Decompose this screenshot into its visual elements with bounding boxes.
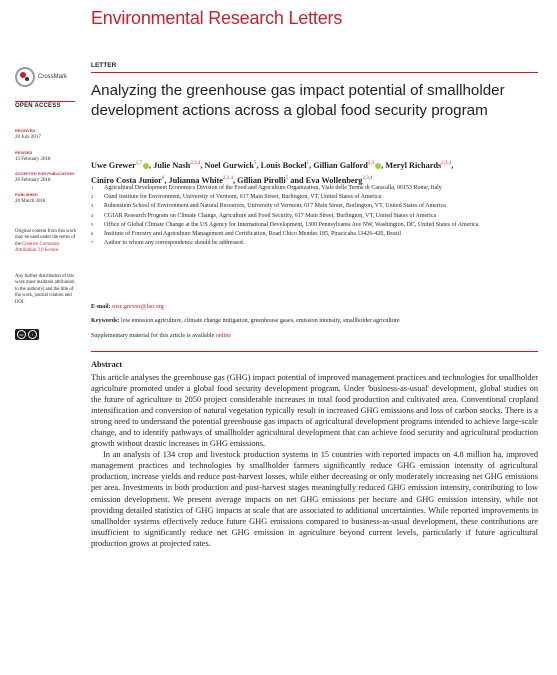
author xyxy=(313,161,381,170)
history-date-received: 20 July 2017 xyxy=(15,135,41,140)
affiliation-text: Gund Institute for Environment, University of Vermont, 617 Main Street, Burlington, VT, United States of America xyxy=(104,194,382,201)
sidebar-divider xyxy=(15,101,75,102)
crossmark-icon xyxy=(15,67,35,87)
keywords-text: low emission agriculture, climate change mitigation, greenhouse gases, emission intensity, smallholder agriculture xyxy=(120,318,400,324)
cc-by-badge[interactable] xyxy=(15,329,39,340)
affiliation-item xyxy=(91,184,539,192)
author-affiliation-marker: 2,3,4 xyxy=(362,175,373,181)
abstract-body xyxy=(91,372,538,549)
crossmark-label: CrossMark xyxy=(38,74,68,80)
author-affiliation-marker: 5 xyxy=(285,175,289,181)
open-access-label: OPEN ACCESS xyxy=(15,103,61,109)
history-label-published: PUBLISHED xyxy=(15,193,38,197)
author-name: Uwe Grewer xyxy=(91,160,136,170)
affiliation-number: 4 xyxy=(91,212,94,218)
author-name: Julie Nash xyxy=(153,160,191,170)
article-title: Analyzing the greenhouse gas impact potential of smallholder development actions across a global food security program xyxy=(91,82,505,119)
supplementary-text: Supplementary material for this article is available xyxy=(91,333,216,339)
email-link[interactable]: uwe.grewer@fao.org xyxy=(112,304,164,310)
affiliation-list xyxy=(91,184,539,248)
author xyxy=(261,161,309,170)
supplementary-line xyxy=(91,333,231,339)
author xyxy=(153,161,200,170)
affiliation-number: 2 xyxy=(91,194,94,200)
author-name: Julianna White xyxy=(168,175,223,185)
license-note-suffix: . xyxy=(58,248,60,254)
author-line-1: Uwe Grewer$^{1,7}$ , Julie Nash$^{2,3,4}$, Noel Gurwick$^5$, Louis Bockel$^1$, Gillian Galford$^{2,3}$ , Meryl Richards$^{2,3,4}$, xyxy=(91,160,454,170)
author-affiliation-marker: 2,3,4 xyxy=(190,161,201,166)
author-affiliation-marker: 2,3,4 xyxy=(223,175,233,181)
article-type: LETTER xyxy=(91,62,117,69)
author-list xyxy=(91,157,539,187)
license-note-text: Original content from this work may be used under the terms of the xyxy=(15,229,77,247)
history-date-revised: 13 February 2018 xyxy=(15,157,51,162)
affiliation-text: CGIAR Research Program on Climate Change, Agriculture and Food Security, 617 Main Street, Burlington, VT, United States of America xyxy=(104,212,437,219)
affiliation-number: 7 xyxy=(91,240,94,246)
affiliation-item xyxy=(91,212,539,220)
cc-icon: cc xyxy=(17,330,26,339)
crossmark-badge[interactable] xyxy=(15,68,75,86)
author-affiliation-marker: 1,7 xyxy=(135,161,143,166)
author-affiliation-marker: 1 xyxy=(306,161,310,166)
author-name: Gillian Galford xyxy=(313,160,368,170)
affiliation-text: Agricultural Development Economics Division of the Food and Agriculture Organization, Viale delle Terme di Caracalla, 00153 Rome, Italy xyxy=(104,185,442,191)
history-label-accepted: ACCEPTED FOR PUBLICATION xyxy=(15,172,75,176)
affiliation-text: Author to whom any correspondence should be addressed. xyxy=(104,240,245,247)
affiliation-text: Office of Global Climate Change at the US Agency for International Development, 1300 Pennsylvania Ave NW, Washington, DC, United States of America xyxy=(104,221,479,228)
header-divider xyxy=(91,72,538,73)
author xyxy=(385,161,451,170)
history-date-accepted: 20 February 2018 xyxy=(15,178,51,183)
author-affiliation-marker: 2,3,4 xyxy=(441,161,452,166)
author-affiliation-marker: 5 xyxy=(254,161,257,166)
author-name: Gillian Pirolli xyxy=(237,175,286,185)
license-link[interactable]: Creative Commons Attribution 3.0 licence xyxy=(15,241,60,254)
affiliation-number: 1 xyxy=(91,185,94,190)
author-affiliation-marker: 2,3 xyxy=(367,161,375,166)
affiliation-text: Rubenstein School of Environment and Natural Resources, University of Vermont, 617 Main Street, Burlington, VT, United States of America xyxy=(104,203,446,210)
author-line-2: Ciniro Costa Junior$^6$, Julianna White$^{2,3,4}$, Gillian Pirolli$^5$ and Eva Wollenberg$^{2,3,4}$ xyxy=(91,175,373,185)
affiliation-item xyxy=(91,202,539,210)
history-date-published: 20 March 2018 xyxy=(15,199,46,204)
abstract-paragraph-1: This article analyses the greenhouse gas (GHG) impact potential of improved management practices and technologies for smallholder agriculture promoted under a global food security development program. Under 'business-as-usual' development, global studies on the future of agriculture to 2050 project considerable increases in total food production and cultivated area. Conventional cropland intensification and conversion of natural vegetation typically result in increased GHG emissions and loss of carbon stocks. There is a strong need to understand the potential greenhouse gas impacts of agricultural development programs intended to achieve large-scale change, and to identify pathways of smallholder agricultural development that can achieve food security and agricultural production growth without drastic increases in GHG emissions. xyxy=(91,373,538,449)
author-name: Ciniro Costa Junior xyxy=(91,175,162,185)
abstract-paragraph-2: In an analysis of 134 crop and livestock production systems in 15 countries with reported impacts on 4.8 million ha, improved management practices and technologies by smallholder farmers significantly reduce GHG emission intensity of agricultural production, increase yields and reduce post-harvest losses, while either decreasing or only moderately increasing net GHG emissions per area. Investments in both production and post-harvest stages meaningfully reduced GHG emission intensity, contributing to low emission development. We present average impacts on net GHG emissions per hectare and GHG emission intensity, while not providing detailed statistics of GHG impacts at scale that are associated to additional uncertainties. While reported improvements in smallholder systems effectively reduce future GHG emissions compared to business-as-usual development, these contributions are insufficient to significantly reduce net GHG emission in agriculture beyond current levels, particularly if future agricultural production grows at projected rates. xyxy=(91,450,538,548)
abstract-divider xyxy=(91,351,538,352)
supplementary-link[interactable]: online xyxy=(215,333,231,339)
affiliation-number: 6 xyxy=(91,231,94,237)
author-name: Eva Wollenberg xyxy=(305,175,363,185)
affiliation-item xyxy=(91,239,539,247)
author-name: Noel Gurwick xyxy=(204,160,255,170)
affiliation-item xyxy=(91,193,539,201)
affiliation-text: Institute of Forestry and Agriculture Management and Certification, Road Chico Mendes 185, Piracicaba 13426-420, Brazil xyxy=(104,231,402,238)
affiliation-item xyxy=(91,230,539,238)
distribution-note: Any further distribution of this work must maintain attribution to the author(s) and the title of the work, journal citation and DOI. xyxy=(15,274,75,305)
by-icon: i xyxy=(28,330,37,339)
orcid-icon[interactable] xyxy=(375,163,381,169)
abstract-heading: Abstract xyxy=(91,360,123,369)
affiliation-number: 5 xyxy=(91,221,94,227)
orcid-icon[interactable] xyxy=(143,163,149,169)
journal-title: Environmental Research Letters xyxy=(91,8,343,28)
affiliation-item xyxy=(91,221,539,229)
history-label-received: RECEIVED xyxy=(15,129,36,133)
affiliation-number: 3 xyxy=(91,203,94,209)
author xyxy=(204,161,256,170)
author-name: Louis Bockel xyxy=(260,160,307,170)
license-note xyxy=(15,229,77,255)
history-label-revised: REVISED xyxy=(15,151,33,155)
author-affiliation-marker: 6 xyxy=(161,175,165,181)
author xyxy=(91,161,149,170)
keywords-line xyxy=(91,318,539,324)
email-line xyxy=(91,304,164,310)
email-label: E-mail: xyxy=(91,304,111,310)
keywords-label: Keywords: xyxy=(91,318,120,324)
author-name: Meryl Richards xyxy=(385,160,442,170)
